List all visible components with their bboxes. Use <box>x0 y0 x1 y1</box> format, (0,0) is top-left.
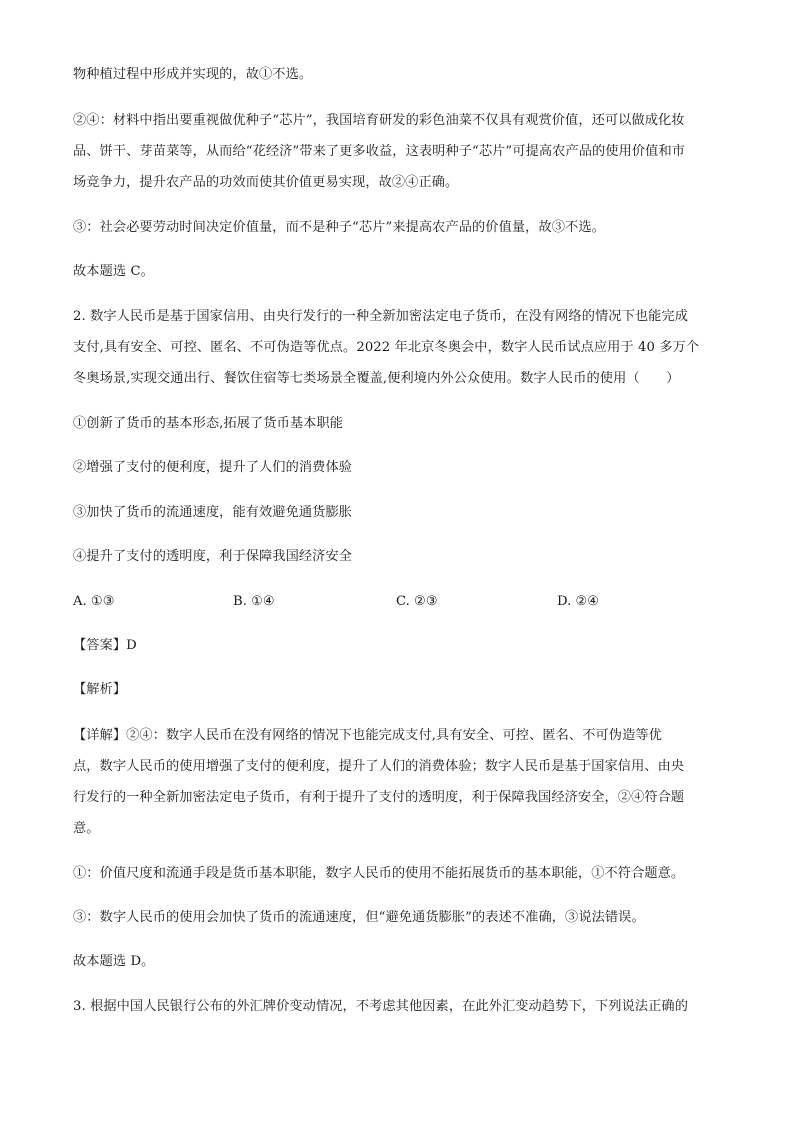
text-line: 故本题选 C。 <box>73 264 154 279</box>
text-line: 场竞争力，提升农产品的功效而使其价值更易实现，故②④正确。 <box>73 175 459 190</box>
analysis-label: 【解析】 <box>73 682 127 697</box>
option-a: A. ①③ <box>73 594 115 609</box>
text-line: ③：数字人民币的使用会加快了货币的流通速度，但“避免通货膨胀”的表述不准确，③说法错误。 <box>73 910 645 925</box>
question-stem-line: 2. 数字人民币是基于国家信用、由央行发行的一种全新加密法定电子货币，在没有网络的情况下也能完成 <box>73 309 689 324</box>
text-line: 意。 <box>73 821 100 836</box>
answer-label: 【答案】D <box>73 638 137 653</box>
text-line: 品、饼干、芽苗菜等，从而给“花经济”带来了更多收益，这表明种子“芯片”可提高农产品的使用价值和市 <box>73 144 686 159</box>
statement-item: ④提升了支付的透明度，利于保障我国经济安全 <box>73 549 353 564</box>
statement-item: ①创新了货币的基本形态,拓展了货币基本职能 <box>73 416 344 431</box>
option-b: B. ①④ <box>233 594 275 609</box>
question-stem-line: 冬奥场景,实现交通出行、餐饮住宿等七类场景全覆盖,便利境内外公众使用。数字人民币的使用（ ） <box>73 371 680 386</box>
statement-item: ③加快了货币的流通速度，能有效避免通货膨胀 <box>73 505 353 520</box>
text-line: 物种植过程中形成并实现的，故①不选。 <box>73 67 313 82</box>
option-d: D. ②④ <box>557 594 600 609</box>
text-line: ①：价值尺度和流通手段是货币基本职能，数字人民币的使用不能拓展货币的基本职能，①不符合题意。 <box>73 866 685 881</box>
question-stem-line: 3. 根据中国人民银行公布的外汇牌价变动情况，不考虑其他因素，在此外汇变动趋势下，下列说法正确的 <box>73 999 689 1014</box>
text-line: 点，数字人民币的使用增强了支付的便利度，提升了人们的消费体验；数字人民币是基于国家信用、由央 <box>73 759 685 774</box>
text-line: 故本题选 D。 <box>73 954 155 969</box>
text-line: ③：社会必要劳动时间决定价值量，而不是种子“芯片”来提高农产品的价值量，故③不选。 <box>73 220 605 235</box>
text-line: 行发行的一种全新加密法定电子货币，有利于提升了支付的透明度，利于保障我国经济安全，②④符合题 <box>73 790 685 805</box>
text-line: ②④：材料中指出要重视做优种子“芯片”，我国培育研发的彩色油菜不仅具有观赏价值，还可以做成化妆 <box>73 113 685 128</box>
text-line: 【详解】②④：数字人民币在没有网络的情况下也能完成支付,具有安全、可控、匿名、不可伪造等优 <box>73 728 662 743</box>
statement-item: ②增强了支付的便利度，提升了人们的消费体验 <box>73 460 353 475</box>
option-c: C. ②③ <box>396 594 438 609</box>
question-stem-line: 支付,具有安全、可控、匿名、不可伪造等优点。2022 年北京冬奥会中，数字人民币试点应用于 40 多万个 <box>73 340 700 355</box>
